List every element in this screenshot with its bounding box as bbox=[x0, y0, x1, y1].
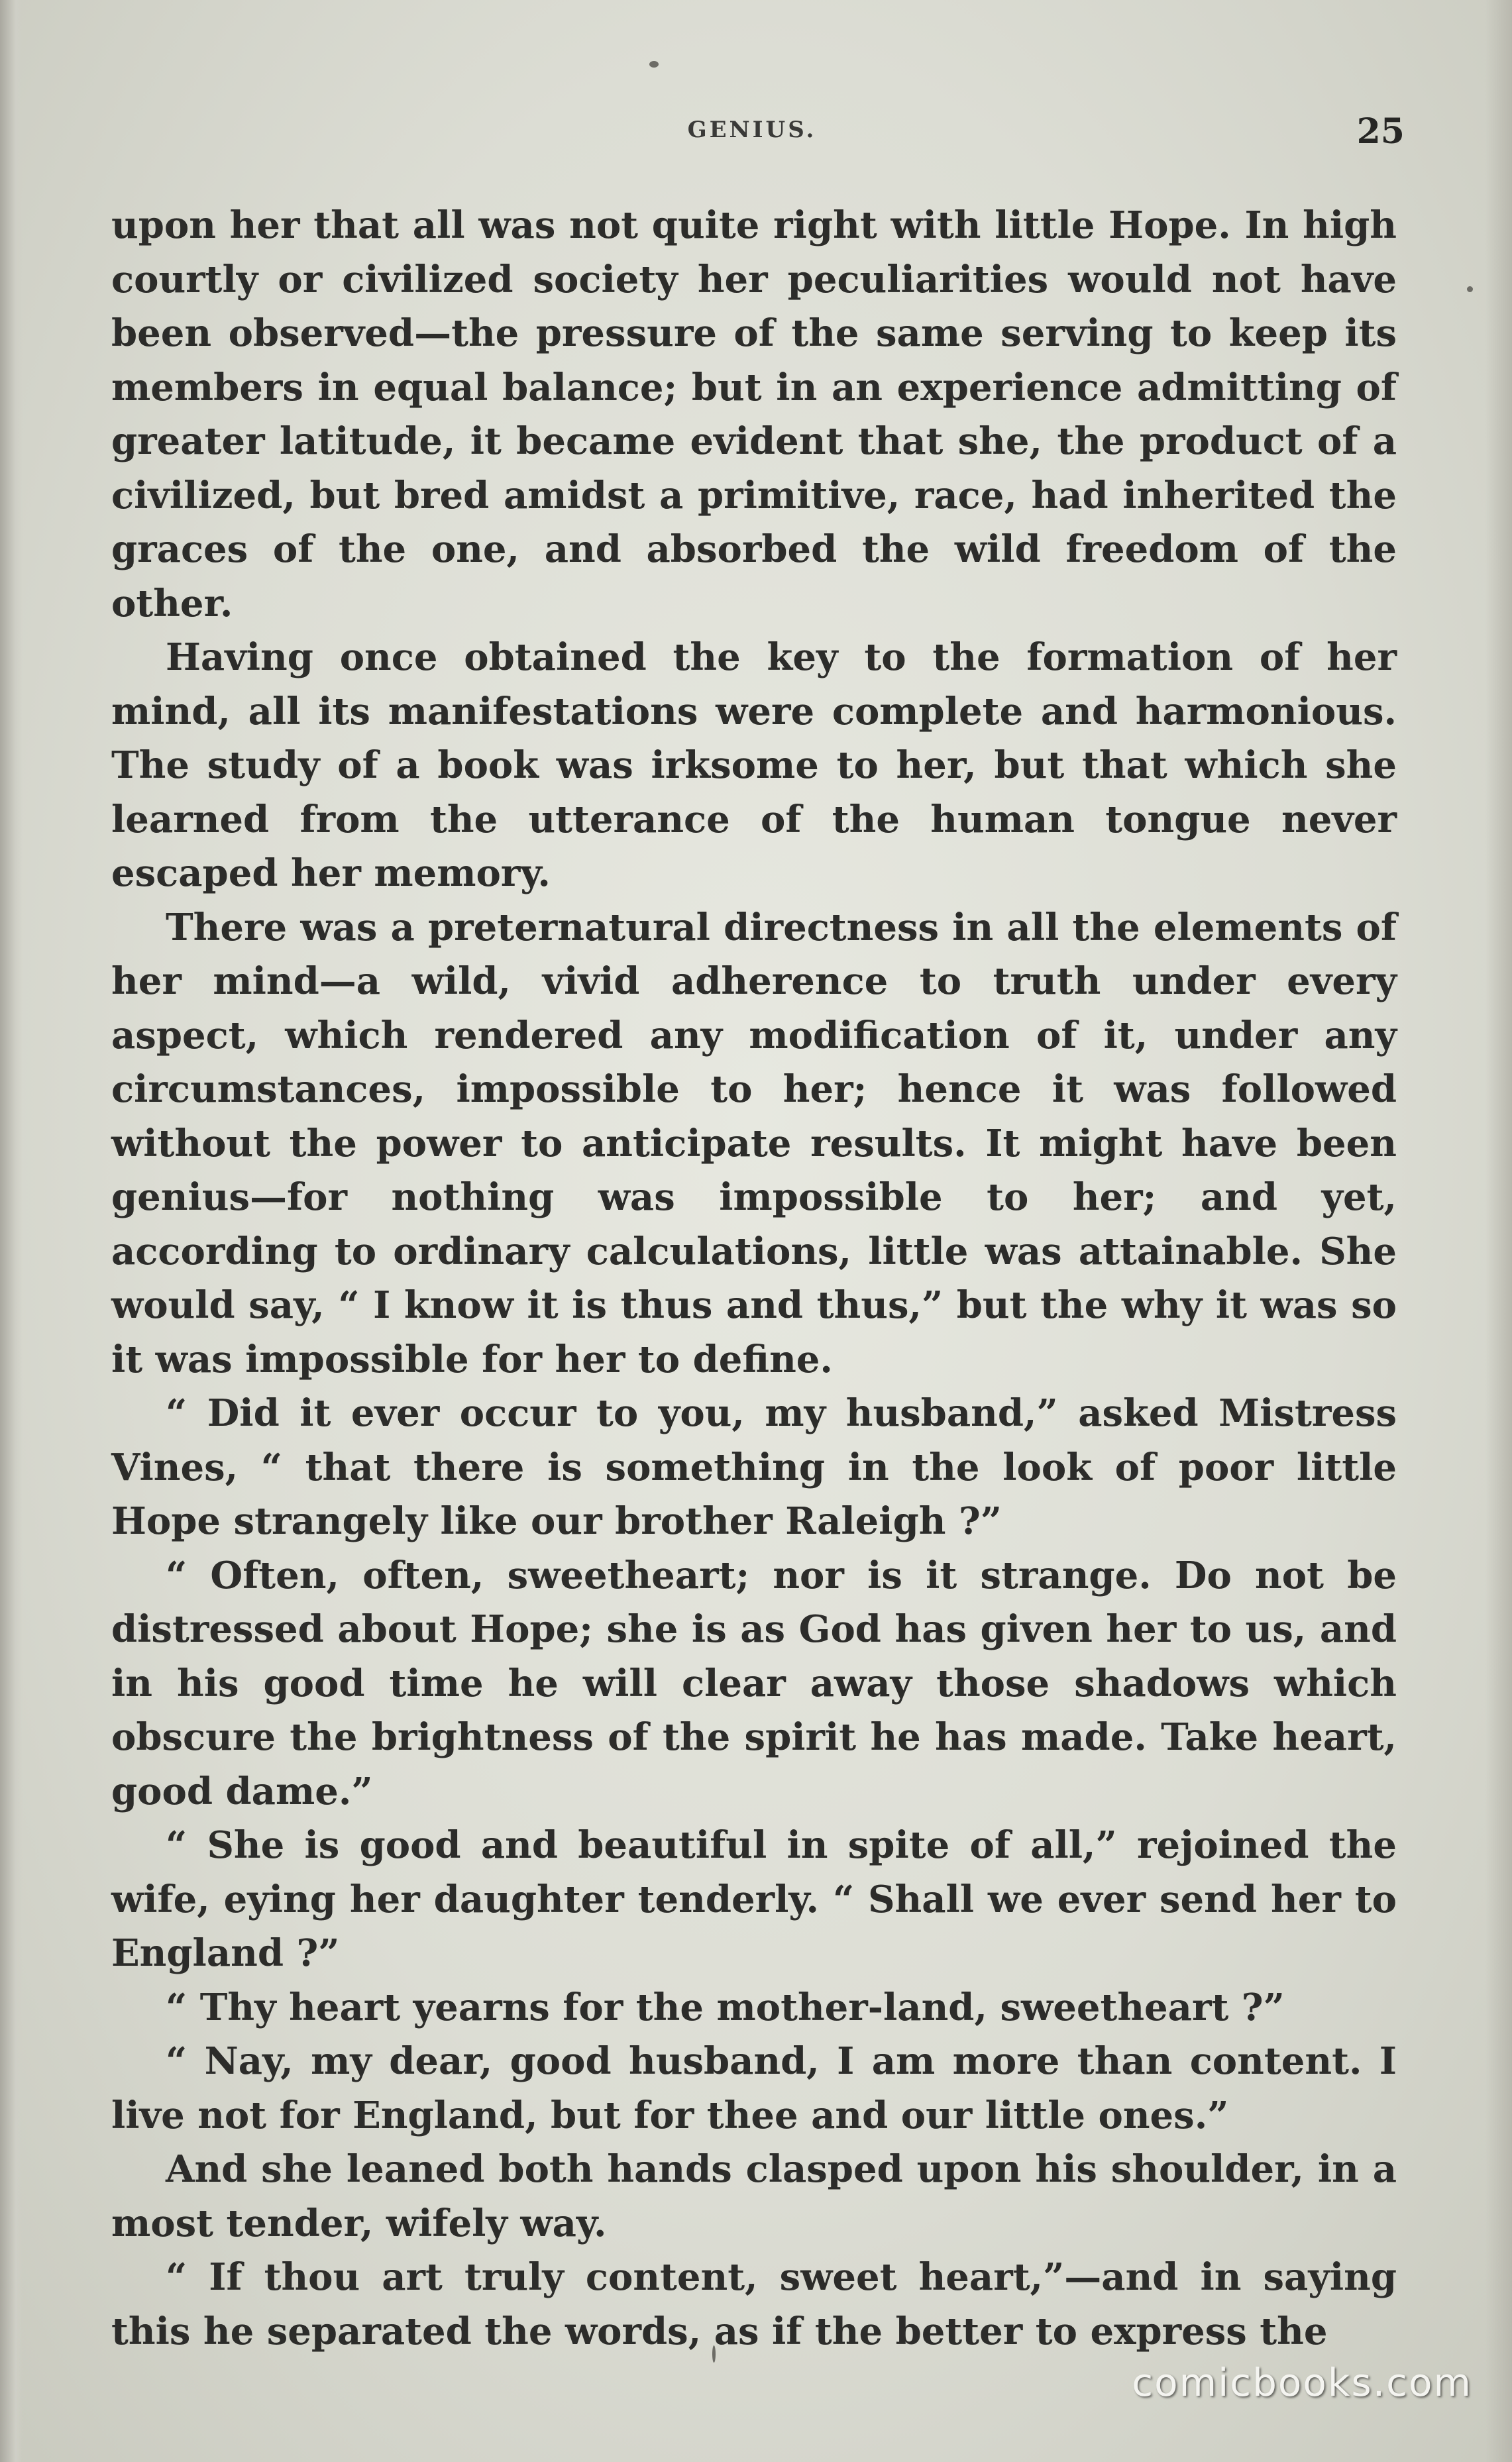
ink-speck bbox=[649, 61, 659, 68]
body-text bbox=[111, 199, 1397, 2359]
paragraph-4: “ Did it ever occur to you, my husband,” asked Mistress Vines, “ that there is something in the look of poor little Hope strangely like our brother Raleigh ?” bbox=[111, 1391, 1397, 1543]
paragraph-6: “ She is good and beautiful in spite of all,” rejoined the wife, eying her daughter tenderly. “ Shall we ever send her to England ?” bbox=[111, 1823, 1397, 1975]
page-edge-right bbox=[1485, 0, 1512, 2462]
running-title: GENIUS. bbox=[687, 117, 817, 143]
paragraph-1: upon her that all was not quite right with little Hope. In high courtly or civilized society her peculiarities would not have been observed—the pressure of the same serving to keep its members in equal balance; but in an experience admitting of greater latitude, it became evident that she, the product of a civilized, but bred amidst a primitive, race, had inherited the graces of the one, and absorbed the wild freedom of the other. bbox=[111, 203, 1397, 625]
paragraph-8: “ Nay, my dear, good husband, I am more than content. I live not for England, but for thee and our little ones.” bbox=[111, 2039, 1397, 2137]
paragraph-2: Having once obtained the key to the formation of her mind, all its manifestations were complete and harmonious. The study of a book was irksome to her, but that which she learned from the utterance of the human tongue never escaped her memory. bbox=[111, 635, 1397, 895]
paragraph-7: “ Thy heart yearns for the mother-land, sweetheart ?” bbox=[166, 1985, 1285, 2029]
running-head bbox=[99, 111, 1405, 164]
paragraph-3: There was a preternatural directness in all the elements of her mind—a wild, vivid adherence to truth under every aspect, which rendered any modification of it, under any circumstances, impossible to her; hence it was followed without the power to anticipate results. It might have been genius—for nothing was impossible to her; and yet, according to ordinary calculations, little was attainable. She would say, “ I know it is thus and thus,” but the why it was so it was impossible for her to define. bbox=[111, 905, 1397, 1381]
paragraph-10: “ If thou art truly content, sweet heart,”—and in saying this he separated the words, as if the better to express the bbox=[111, 2255, 1397, 2353]
watermark: comicbooks.com bbox=[1132, 2360, 1472, 2405]
page-number: 25 bbox=[1356, 111, 1405, 152]
ink-speck bbox=[1467, 286, 1473, 292]
paragraph-5: “ Often, often, sweetheart; nor is it strange. Do not be distressed about Hope; she is as God has given her to us, and in his good time he will clear away those shadows which obscure the brightness of the spirit he has made. Take heart, good dame.” bbox=[111, 1553, 1397, 1813]
page-edge-left bbox=[0, 0, 23, 2462]
paragraph-9: And she leaned both hands clasped upon his shoulder, in a most tender, wifely way. bbox=[111, 2147, 1397, 2245]
